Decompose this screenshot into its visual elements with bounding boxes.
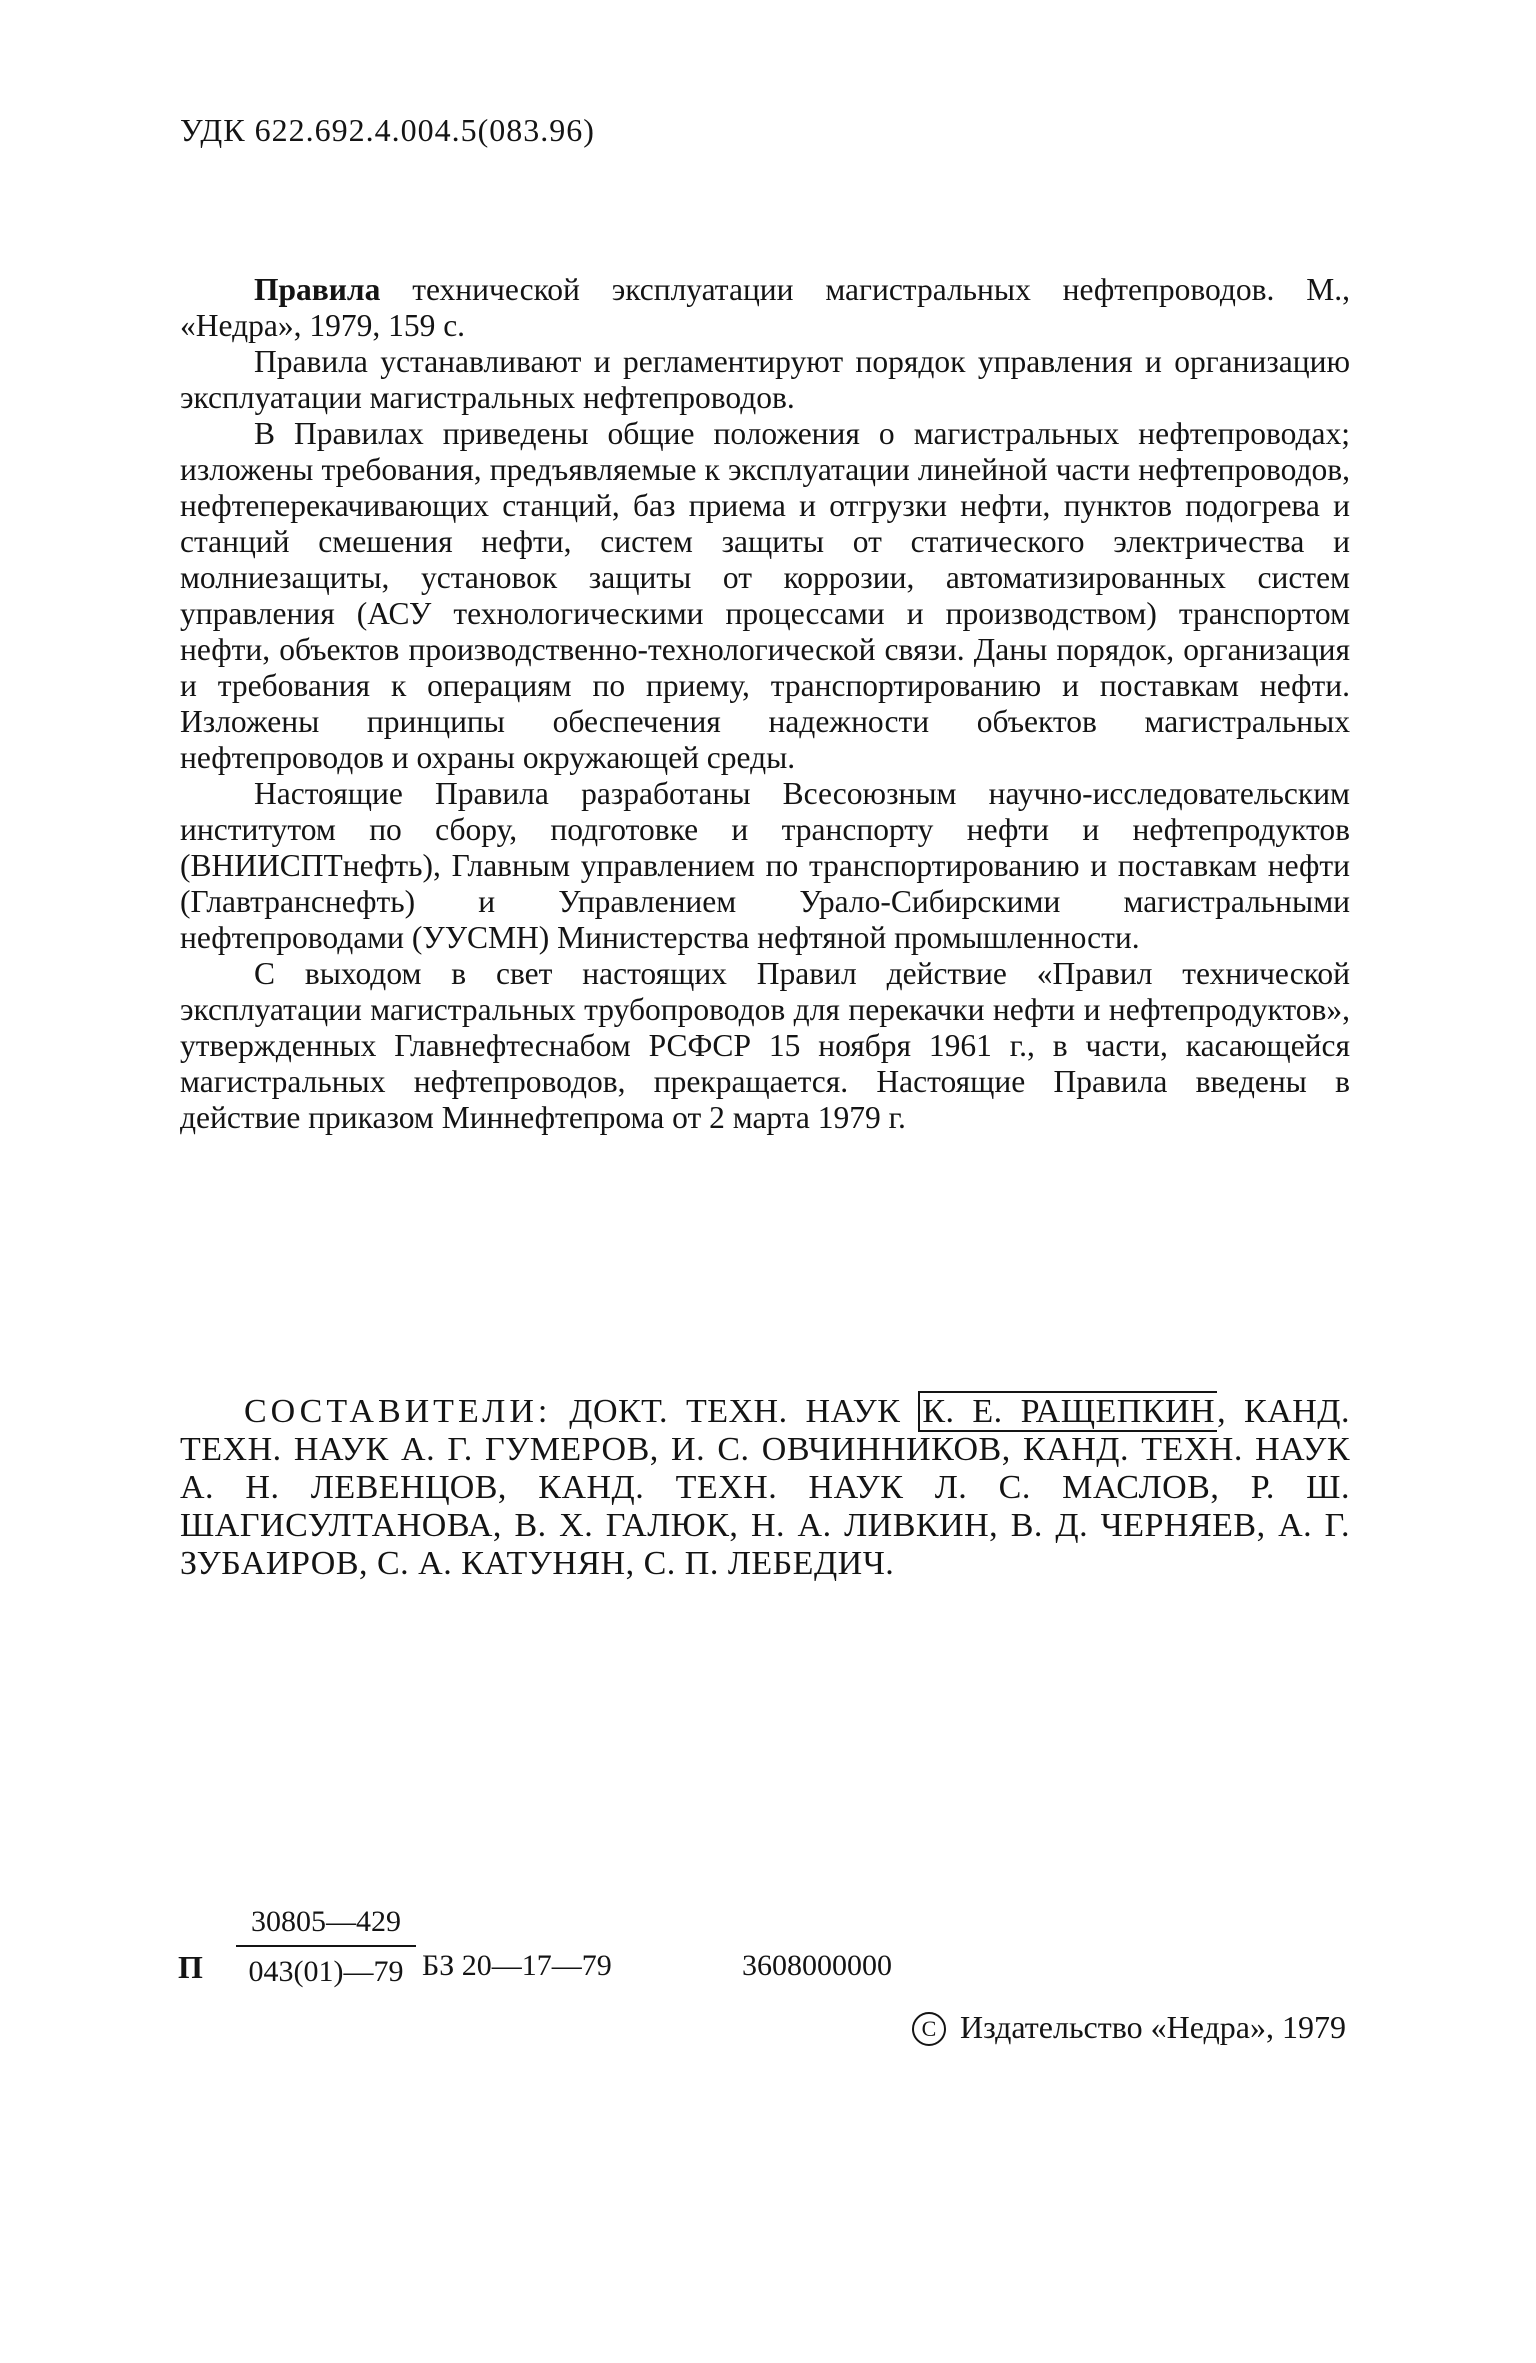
annotation-paragraph: С выходом в свет настоящих Правил действие «Правил технической эксплуатации магистральных трубопроводов для перекачки нефти и нефтепродуктов», утвержденных Главнефтеснабом РСФСР 15 ноября 1961 г., в части, касающейся магистральных нефтепроводов, прекращается. Настоящие Правила введены в действие приказом Миннефтепрома от 2 марта 1979 г. [180, 956, 1350, 1135]
compilers-list [180, 1393, 1350, 1583]
bib-details: технической эксплуатации магистральных нефтепроводов. М., «Недра», 1979, 159 с. [180, 272, 1350, 343]
imprint-block [178, 1905, 1358, 2105]
compilers-text-part2: , КАНД. ТЕХН. НАУК А. Г. ГУМЕРОВ, И. С. ОВЧИННИКОВ, КАНД. ТЕХН. НАУК А. Н. ЛЕВЕНЦОВ, КАНД. ТЕХН. НАУК Л. С. МАСЛОВ, Р. Ш. ШАГИСУЛТАНОВА, В. Х. ГАЛЮК, Н. А. ЛИВКИН, В. Д. ЧЕРНЯЕВ, А. Г. ЗУБАИРОВ, С. А. КАТУНЯН, С. П. ЛЕБЕДИЧ. [180, 1393, 1350, 1582]
bibliographic-entry [180, 272, 1350, 344]
deceased-author-frame: К. Е. РАЩЕПКИН [918, 1391, 1217, 1432]
fraction-numerator: 30805—429 [251, 1905, 401, 1938]
udk-classification: УДК 622.692.4.004.5(083.96) [180, 112, 595, 148]
imprint-fraction [236, 1905, 416, 1989]
bib-title: Правила [254, 272, 381, 307]
compilers-heading: СОСТАВИТЕЛИ: [244, 1393, 552, 1430]
annotation-paragraph: Правила устанавливают и регламентируют порядок управления и организацию эксплуатации магистральных нефтепроводов. [180, 344, 1350, 415]
fraction-denominator: 043(01)—79 [236, 1945, 416, 1989]
compilers-text-part1: ДОКТ. ТЕХН. НАУК [551, 1393, 919, 1430]
imprint-letter: П [178, 1949, 203, 1985]
annotation-block [180, 272, 1350, 1136]
annotation-paragraph: Настоящие Правила разработаны Всесоюзным научно-исследовательским институтом по сбору, подготовке и транспорту нефти и нефтепродуктов (ВНИИСПТнефть), Главным управлением по транспортированию и поставкам нефти (Главтранснефть) и Управлением Урало-Сибирскими магистральными нефтепроводами (УУСМН) Министерства нефтяной промышленности. [180, 776, 1350, 955]
copyright-line [912, 2009, 1346, 2046]
copyright-text: Издательство «Недра», 1979 [959, 2009, 1346, 2045]
classification-code: 3608000000 [742, 1949, 892, 1982]
annotation-paragraph: В Правилах приведены общие положения о магистральных нефтепроводах; изложены требования, предъявляемые к эксплуатации линейной части нефтепроводов, нефтеперекачивающих станций, баз приема и отгрузки нефти, пунктов подогрева и станций смешения нефти, систем защиты от статического электричества и молниезащиты, установок защиты от коррозии, автоматизированных систем управления (АСУ технологическими процессами и производством) транспортом нефти, объектов производственно-технологической связи. Даны порядок, организация и требования к операциям по приему, транспортированию и поставкам нефти. Изложены принципы обеспечения надежности объектов магистральных нефтепроводов и охраны окружающей среды. [180, 416, 1350, 775]
copyright-icon: С [912, 2012, 946, 2046]
bz-number: БЗ 20—17—79 [422, 1949, 612, 1982]
